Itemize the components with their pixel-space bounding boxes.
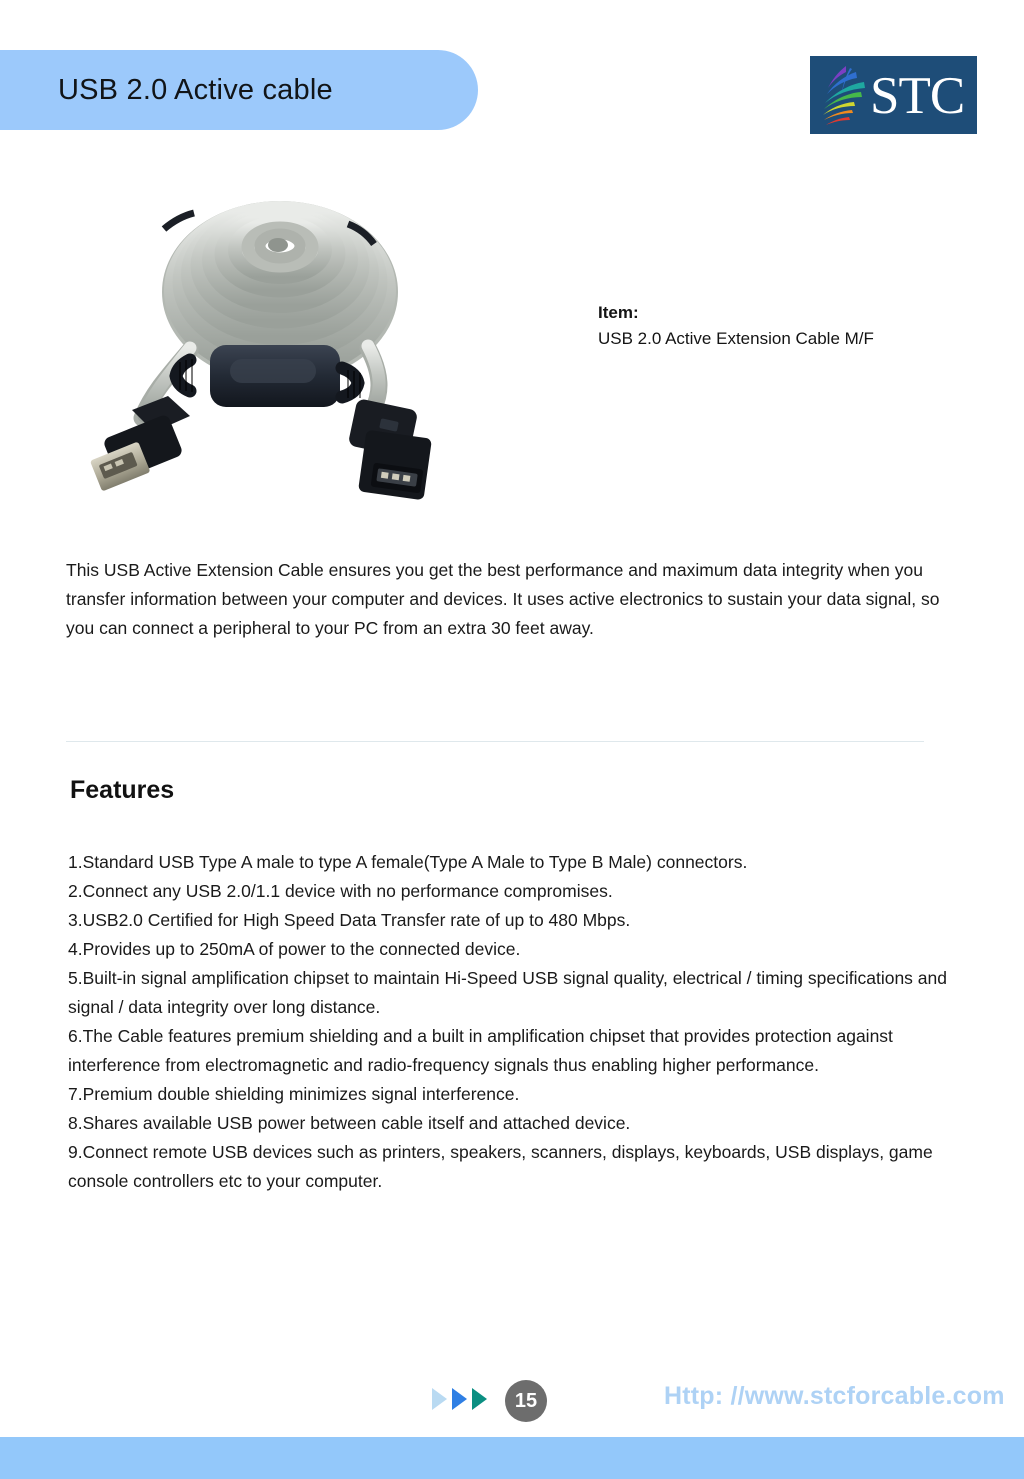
page-title: USB 2.0 Active cable xyxy=(58,73,333,106)
triangle-right-icon xyxy=(472,1388,487,1410)
triangle-right-icon xyxy=(432,1388,447,1410)
feature-item: 9.Connect remote USB devices such as printers, speakers, scanners, displays, keyboards, USB displays, game console controllers etc to your computer. xyxy=(68,1142,933,1191)
feature-item: 1.Standard USB Type A male to type A female(Type A Male to Type B Male) connectors. xyxy=(68,852,748,872)
item-label: Item: xyxy=(598,303,639,322)
feature-item: 7.Premium double shielding minimizes signal interference. xyxy=(68,1084,520,1104)
website-url[interactable]: Http: //www.stcforcable.com xyxy=(664,1382,1005,1410)
feature-item: 5.Built-in signal amplification chipset to maintain Hi-Speed USB signal quality, electrical / timing specifications and signal / data integrity over long distance. xyxy=(68,968,947,1017)
feature-item: 8.Shares available USB power between cable itself and attached device. xyxy=(68,1113,631,1133)
logo-wordmark: STC xyxy=(870,66,965,125)
item-name: USB 2.0 Active Extension Cable M/F xyxy=(598,329,874,349)
features-heading: Features xyxy=(70,776,175,804)
product-photo xyxy=(80,182,480,520)
company-logo xyxy=(810,56,977,134)
footer-bar xyxy=(0,1437,1024,1479)
logo-swoosh-icon xyxy=(816,62,874,128)
triangle-right-icon xyxy=(452,1388,467,1410)
section-divider xyxy=(66,741,924,742)
page-footer xyxy=(0,1378,1024,1426)
feature-item: 3.USB2.0 Certified for High Speed Data Transfer rate of up to 480 Mbps. xyxy=(68,910,631,930)
feature-item: 6.The Cable features premium shielding and a built in amplification chipset that provides protection against interference from electromagnetic and radio-frequency signals thus enabling higher performance. xyxy=(68,1026,893,1075)
item-info xyxy=(598,300,978,353)
feature-item: 2.Connect any USB 2.0/1.1 device with no performance compromises. xyxy=(68,881,613,901)
product-description: This USB Active Extension Cable ensures you get the best performance and maximum data integrity when you transfer information between your computer and devices. It uses active electronics to sustain your data signal, so you can connect a peripheral to your PC from an extra 30 feet away. xyxy=(66,560,940,638)
footer-arrows xyxy=(432,1388,487,1410)
features-list xyxy=(68,848,948,1196)
page-title-banner xyxy=(0,50,478,130)
feature-item: 4.Provides up to 250mA of power to the connected device. xyxy=(68,939,521,959)
page-number-badge: 15 xyxy=(505,1380,547,1422)
